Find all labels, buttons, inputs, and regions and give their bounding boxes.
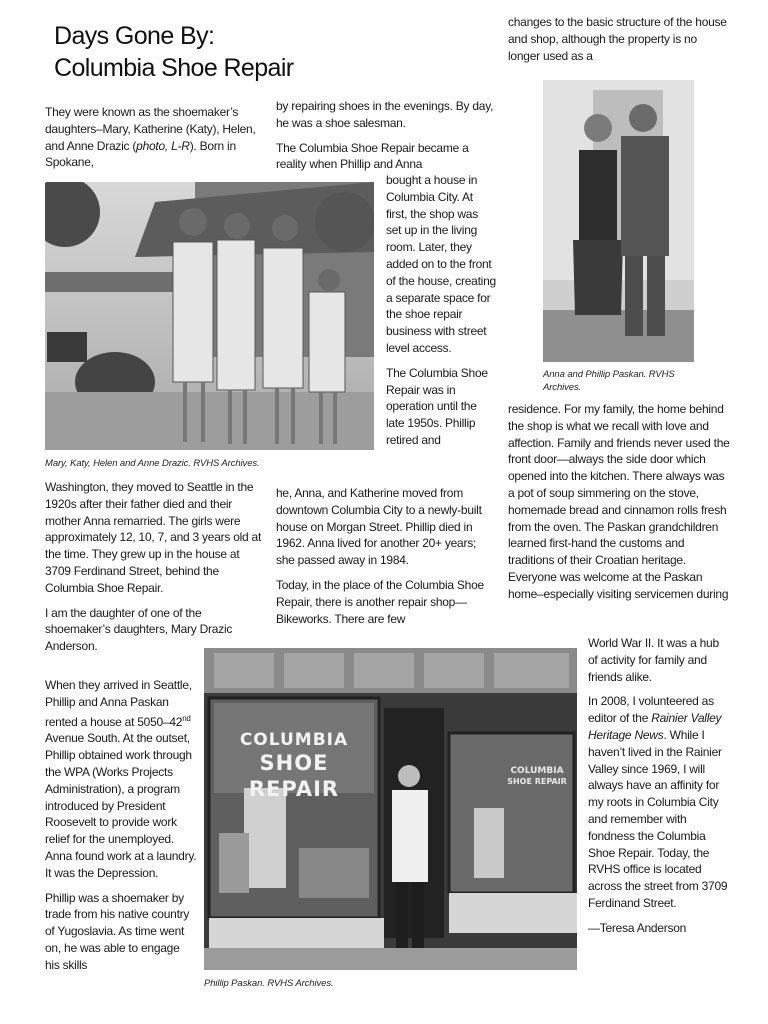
shop-right-sign	[502, 766, 572, 787]
col2-paragraph-3a: The Columbia Shoe Repair was in operation until the late 1950s. Phillip retired and	[386, 365, 488, 447]
shop-sign-line-2: SHOE REPAIR	[248, 751, 340, 801]
col2-paragraph-4: Today, in the place of the Columbia Shoe Repair, there is another repair shop—Bikeworks. There are few	[276, 577, 484, 626]
col1-paragraph-5: Phillip was a shoemaker by trade from his native country of Yugoslavia. As time went on, he was able to engage his skills	[45, 890, 190, 972]
col1-paragraph-3: I am the daughter of one of the shoemaker’s daughters, Mary Drazic Anderson.	[45, 605, 233, 654]
col1-paragraph-2: Washington, they moved to Seattle in the 1920s after their father died and their mother Anna remarried. The girls were approximately 12, 10, 7, and 3 years old at the time. They grew up in the house at 3709 Ferdinand Street, behind the Columbia Shoe Repair.	[45, 480, 262, 595]
col3-narrow	[588, 635, 730, 937]
col3-paragraph-2: residence. For my family, the home behind the shop is what we recall with love and affection. Family and friends never used the front door—always the side door which opened into the kitchen. There always was a pot of soup simmering on the stove, homemade bread and cinnamon rolls fresh from the oven. The Paskan grandchildren learned first-hand the customs and traditions of their Croatian heritage. Everyone was welcome at the Paskan home–especially visiting servicemen during	[508, 402, 730, 601]
col3-paragraph-1: changes to the basic structure of the house and shop, although the property is no longer used as a	[508, 15, 727, 63]
col1-intro	[45, 104, 265, 171]
shop-right-sign-line-2: SHOE REPAIR	[507, 777, 567, 786]
col2-top	[276, 98, 496, 173]
col3-paragraph-2b: World War II. It was a hub of activity for family and friends alike.	[588, 636, 719, 684]
col3-middle	[508, 401, 730, 603]
col2-bottom	[276, 485, 496, 627]
photo-drazic-sisters	[45, 182, 374, 450]
caption-sisters: Mary, Katy, Helen and Anne Drazic. RVHS Archives.	[45, 458, 260, 469]
photo-paskan-couple	[543, 80, 694, 362]
col3-top	[508, 14, 728, 64]
col2-paragraph-3b: he, Anna, and Katherine moved from downtown Columbia City to a newly-built house on Morgan Street. Phillip died in 1962. Anna lived for another 20+ years; she passed away in 1984.	[276, 486, 482, 568]
title-line-1: Days Gone By:	[54, 22, 215, 50]
shop-sign-line-1: COLUMBIA	[239, 730, 349, 750]
col3-paragraph-3: In 2008, I volunteered as editor of the Rainier Valley Heritage News. While I haven’t lived in the Rainier Valley since 1969, I will always have an affinity for my roots in Columbia City and remember with fondness the Columbia Shoe Repair. Today, the RVHS office is located across the street from 3709 Ferdinand Street.	[588, 694, 728, 910]
shop-window-sign	[214, 730, 374, 802]
title-line-2: Columbia Shoe Repair	[54, 54, 294, 82]
col1-body	[45, 479, 265, 655]
page-title	[54, 20, 474, 84]
col1-paragraph-4: When they arrived in Seattle, Phillip and Anna Paskan rented a house at 5050–42nd Avenue South. At the outset, Phillip obtained work through the WPA (Works Projects Administration), a program introduced by President Roosevelt to provide work relief for the unemployed. Anna found work at a laundry. It was the Depression.	[45, 678, 197, 880]
col2-paragraph-2b: bought a house in Columbia City. At first, the shop was set up in the living room. Later, they added on to the front of the house, creating a separate space for the shoe repair business with street level access.	[386, 173, 496, 355]
col1-paragraph-1: They were known as the shoemaker’s daughters–Mary, Katherine (Katy), Helen, and Anne Drazic (photo, L-R). Born in Spokane,	[45, 105, 256, 170]
shop-right-sign-line-1: COLUMBIA	[510, 766, 564, 776]
col2-paragraph-1: by repairing shoes in the evenings. By day, he was a shoe salesman.	[276, 99, 494, 130]
col2-narrow	[386, 172, 496, 449]
photo-shoe-repair-shop	[204, 648, 577, 970]
col2-paragraph-2a: The Columbia Shoe Repair became a reality when Phillip and Anna	[276, 140, 469, 172]
caption-couple: Anna and Phillip Paskan. RVHS Archives.	[543, 369, 675, 393]
signature: —Teresa Anderson	[588, 920, 687, 935]
col1-narrow	[45, 677, 197, 974]
caption-shop: Phillip Paskan. RVHS Archives.	[204, 978, 334, 989]
